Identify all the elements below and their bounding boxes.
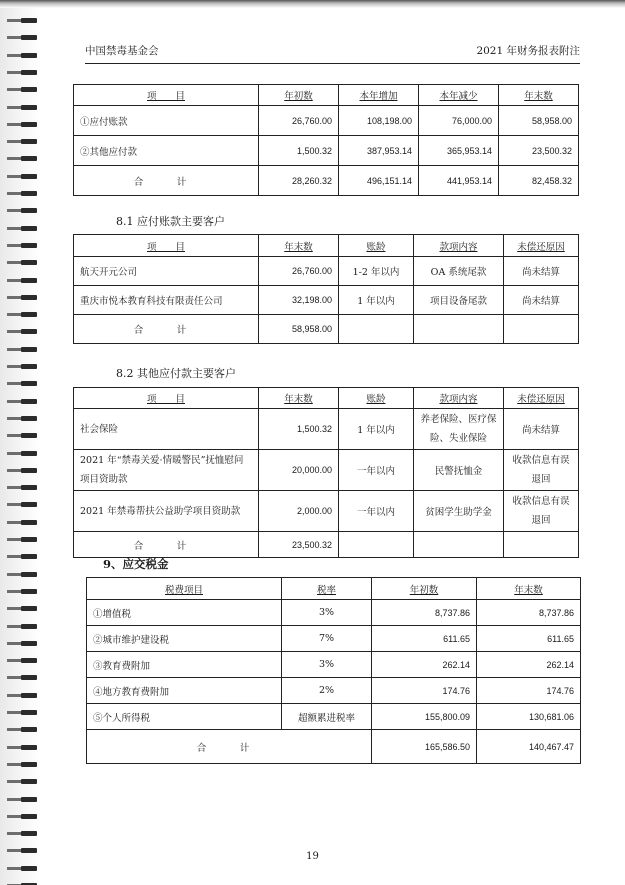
binding-hole [21,866,37,871]
cell-total: 23,500.32 [259,532,339,558]
cell-total: 28,260.32 [259,166,339,196]
binding-strip [0,0,40,885]
header-doc-title: 2021 年财务报表附注 [476,45,580,57]
cell-item: ②其他应付款 [74,136,259,166]
section-title-8-1: 8.1 应付账款主要客户 [116,215,225,228]
cell-total-label: 合 计 [74,166,259,196]
page-header [85,43,580,64]
col-header-aging: 账龄 [366,394,386,405]
table-row [74,257,579,286]
cell-item: ①增值税 [87,600,282,626]
cell-rate: 2% [282,678,372,704]
binding-hole [21,745,37,750]
col-header-item: 项 目 [146,394,185,405]
binding-hole [21,554,37,559]
table-row [87,652,581,678]
binding-hole [21,658,37,663]
binding-hole [21,70,37,75]
col-header-closing: 年末数 [524,91,553,102]
col-header-closing: 年末数 [284,241,313,253]
table-total-row [74,532,579,558]
cell-aging: 1 年以内 [339,286,414,315]
cell-rate: 3% [282,652,372,678]
table-total-row [74,315,579,344]
binding-hole [21,278,37,283]
cell-value: 8,737.86 [477,600,581,626]
cell-value: 262.14 [477,652,581,678]
binding-hole [21,675,37,680]
binding-hole [21,606,37,611]
binding-hole [21,468,37,473]
cell-item: 重庆市悦本教育科技有限责任公司 [74,286,259,315]
payables-summary-table [73,84,579,196]
accounts-payable-customers-table [73,234,579,344]
cell-item: ②城市维护建设税 [87,626,282,652]
cell-value: 8,737.86 [372,600,477,626]
binding-hole [21,139,37,144]
binding-hole [21,537,37,542]
cell-content: 民警抚恤金 [414,450,504,491]
col-header-closing: 年末数 [514,584,543,596]
cell-aging: 1 年以内 [339,409,414,450]
page-number: 19 [306,851,319,862]
binding-hole [21,174,37,179]
cell-value: 155,800.09 [372,704,477,730]
cell-aging: 一年以内 [339,491,414,532]
col-header-closing: 年末数 [284,394,313,405]
col-header-tax-item: 税费项目 [164,584,203,596]
binding-hole [21,381,37,386]
binding-hole [21,329,37,334]
table-header-row [74,388,579,409]
binding-hole [21,624,37,629]
binding-hole [21,797,37,802]
table-header-row [87,578,581,600]
binding-hole [21,18,37,23]
binding-hole [21,191,37,196]
binding-hole [21,589,37,594]
table-row [74,491,579,532]
cell-item: ③教育费附加 [87,652,282,678]
binding-hole [21,485,37,490]
cell-value: 262.14 [372,652,477,678]
binding-hole [21,502,37,507]
table-total-row [87,730,581,764]
cell-item: 社会保险 [74,409,259,450]
cell-reason: 尚未结算 [504,257,579,286]
binding-hole [21,710,37,715]
binding-hole [21,399,37,404]
binding-hole [21,208,37,213]
section-title-8-2: 8.2 其他应付款主要客户 [116,367,236,380]
binding-hole [21,433,37,438]
binding-hole [21,416,37,421]
col-header-increase: 本年增加 [359,91,398,102]
col-header-decrease: 本年减少 [439,91,478,102]
binding-hole [21,641,37,646]
binding-hole [21,53,37,58]
cell-total-label: 合 计 [87,730,372,764]
binding-hole [21,295,37,300]
binding-hole [21,87,37,92]
binding-hole [21,105,37,110]
binding-hole [21,35,37,40]
binding-hole [21,347,37,352]
cell-rate: 3% [282,600,372,626]
binding-hole [21,451,37,456]
binding-hole [21,156,37,161]
table-total-row [74,166,579,196]
table-row [87,704,581,730]
cell-value: 365,953.14 [419,136,499,166]
table-row [87,626,581,652]
table-header-row [74,235,579,257]
cell-item: 航天开元公司 [74,257,259,286]
scan-shadow [0,0,625,8]
cell-aging: 一年以内 [339,450,414,491]
other-payables-customers-table [73,387,579,558]
cell-content: 养老保险、医疗保险、失业保险 [414,409,504,450]
cell-total: 496,151.14 [339,166,419,196]
cell-value: 26,760.00 [259,106,339,136]
cell-aging: 1-2 年以内 [339,257,414,286]
cell-content: 项目设备尾款 [414,286,504,315]
binding-hole [21,693,37,698]
binding-hole [21,312,37,317]
binding-hole [21,779,37,784]
col-header-reason: 未偿还原因 [517,241,565,253]
col-header-content: 款项内容 [439,394,478,405]
binding-hole [21,814,37,819]
col-header-item: 项 目 [146,91,185,102]
cell-value: 23,500.32 [499,136,579,166]
col-header-rate: 税率 [316,584,336,596]
col-header-item: 项 目 [146,241,185,253]
binding-hole [21,762,37,767]
table-row [74,409,579,450]
binding-hole [21,226,37,231]
col-header-aging: 账龄 [366,241,386,253]
cell-value: 174.76 [372,678,477,704]
binding-hole [21,243,37,248]
binding-hole [21,260,37,265]
cell-total: 165,586.50 [372,730,477,764]
cell-reason: 尚未结算 [504,409,579,450]
cell-item: ①应付账款 [74,106,259,136]
cell-item: 2021 年禁毒帮扶公益助学项目资助款 [74,491,259,532]
binding-hole [21,831,37,836]
cell-value: 1,500.32 [259,136,339,166]
cell-value: 2,000.00 [259,491,339,532]
section-title-9: 9、应交税金 [103,557,169,571]
cell-value: 1,500.32 [259,409,339,450]
cell-value: 130,681.06 [477,704,581,730]
cell-value: 76,000.00 [419,106,499,136]
cell-value: 32,198.00 [259,286,339,315]
cell-item: ⑤个人所得税 [87,704,282,730]
table-row [74,286,579,315]
cell-item: ④地方教育费附加 [87,678,282,704]
cell-item: 2021 年“禁毒关爱·情暖警民”抚恤慰问项目资助款 [74,450,259,491]
cell-total: 140,467.47 [477,730,581,764]
cell-reason: 尚未结算 [504,286,579,315]
cell-rate: 超额累进税率 [282,704,372,730]
cell-rate: 7% [282,626,372,652]
cell-value: 20,000.00 [259,450,339,491]
binding-hole [21,364,37,369]
cell-total: 82,458.32 [499,166,579,196]
binding-hole [21,520,37,525]
cell-value: 108,198.00 [339,106,419,136]
col-header-content: 款项内容 [439,241,478,253]
taxes-payable-table [86,577,581,764]
cell-total: 441,953.14 [419,166,499,196]
cell-value: 611.65 [372,626,477,652]
binding-hole [21,727,37,732]
cell-total-label: 合 计 [74,532,259,558]
cell-total-label: 合 计 [74,315,259,344]
col-header-reason: 未偿还原因 [517,394,565,405]
cell-value: 26,760.00 [259,257,339,286]
table-row [74,450,579,491]
cell-value: 387,953.14 [339,136,419,166]
binding-hole [21,122,37,127]
table-header-row [74,85,579,106]
cell-content: OA 系统尾款 [414,257,504,286]
binding-hole [21,572,37,577]
table-row [74,136,579,166]
cell-total: 58,958.00 [259,315,339,344]
header-org: 中国禁毒基金会 [85,45,159,57]
cell-content: 贫困学生助学金 [414,491,504,532]
table-row [87,600,581,626]
col-header-opening: 年初数 [409,584,439,596]
col-header-opening: 年初数 [284,91,313,102]
table-row [87,678,581,704]
cell-value: 611.65 [477,626,581,652]
cell-value: 58,958.00 [499,106,579,136]
cell-value: 174.76 [477,678,581,704]
cell-reason: 收款信息有误退回 [504,491,579,532]
table-row [74,106,579,136]
cell-reason: 收款信息有误退回 [504,450,579,491]
